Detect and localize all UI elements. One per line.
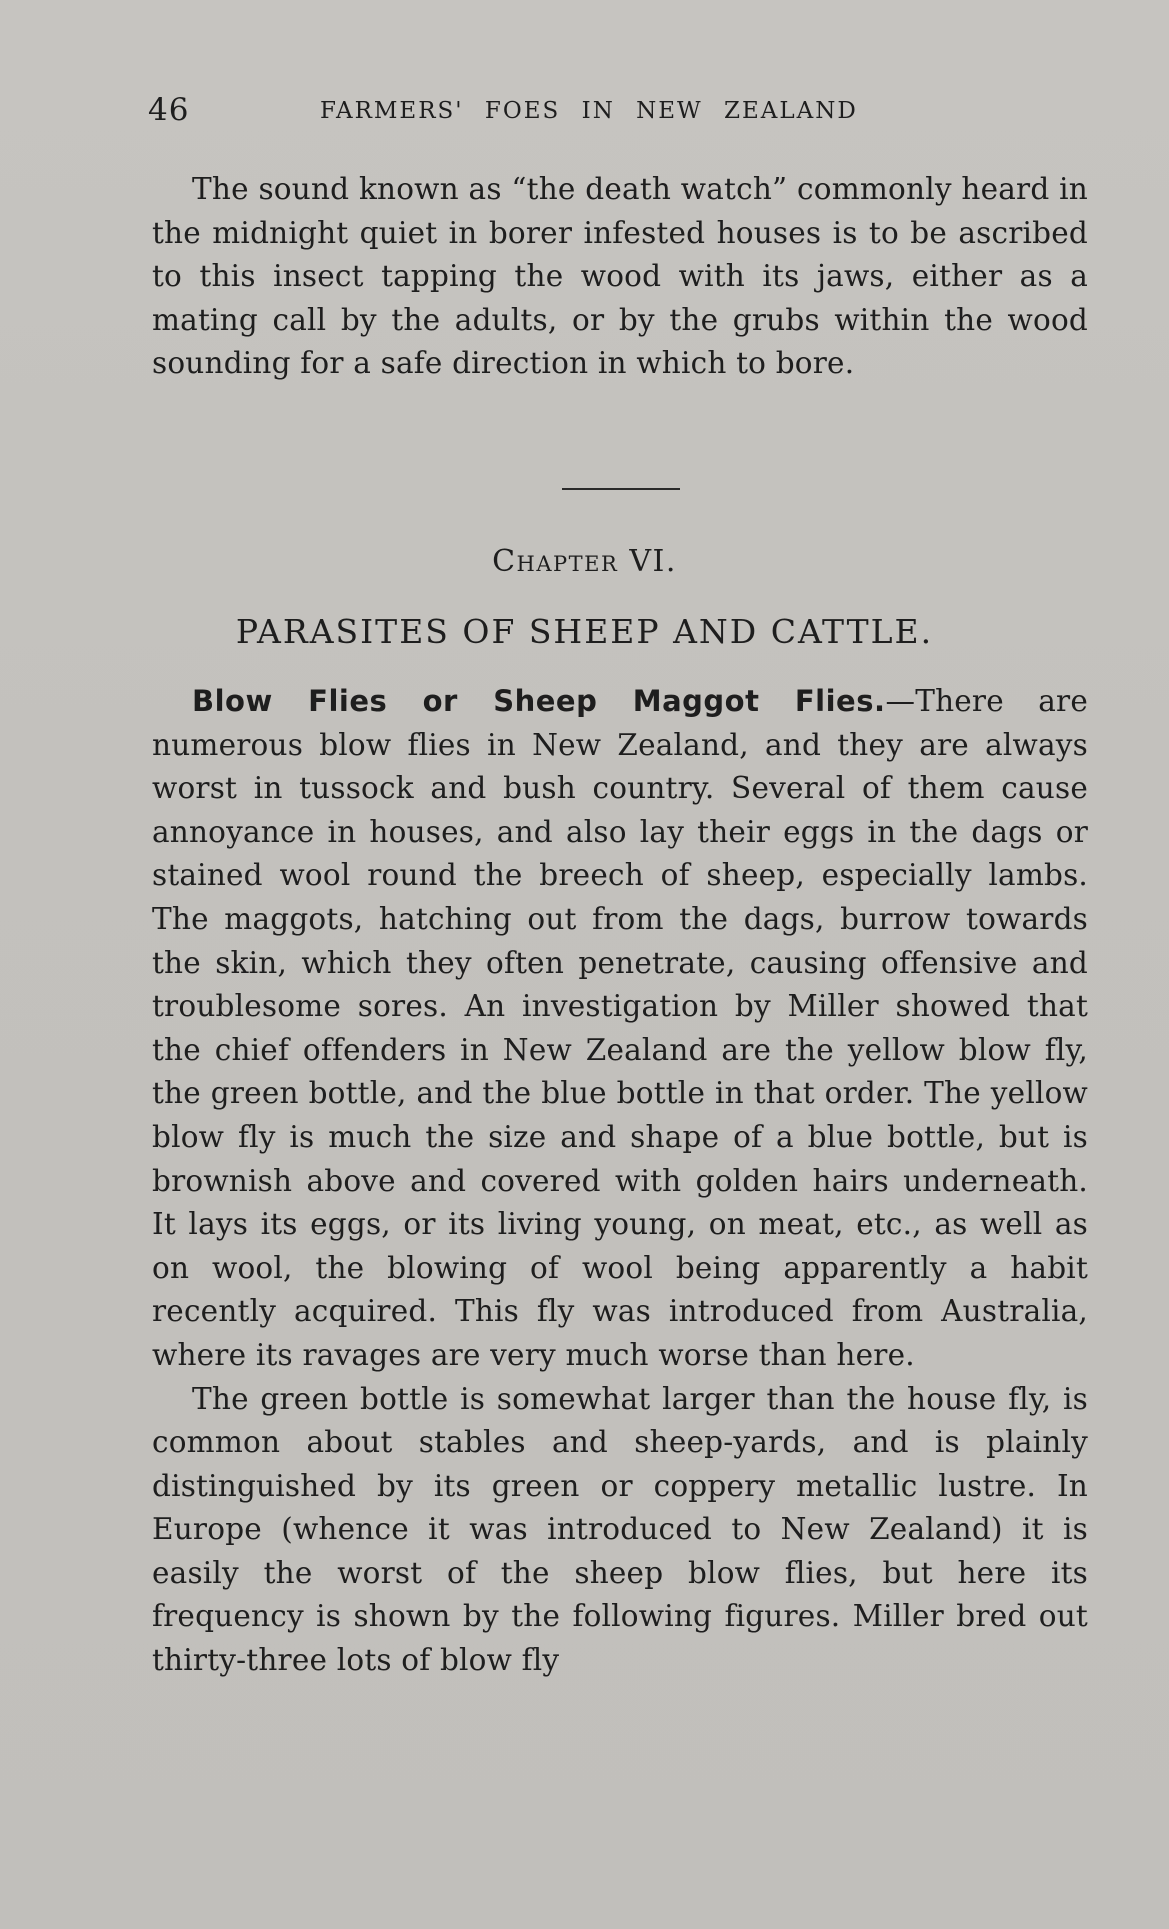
intro-text: [152, 168, 1088, 386]
chapter-title: PARASITES OF SHEEP AND CATTLE.: [235, 612, 934, 651]
chapter-heading: Chapter VI.: [492, 544, 677, 579]
first-paragraph-text: —There are numerous blow flies in New Zealand, and they are always worst in tussock and bush country. Several of them cause annoyance in houses, and also lay their eggs in the dags or stained wool round the breech of sheep, especially lambs. The maggots, hatching out from the dags, burrow towards the skin, which they often penetrate, causing offensive and troublesome sores. An investigation by Miller showed that the chief offenders in New Zealand are the yellow blow fly, the green bottle, and the blue bottle in that order. The yellow blow fly is much the size and shape of a blue bottle, but is brownish above and covered with golden hairs underneath. It lays its eggs, or its living young, on meat, etc., as well as on wool, the blowing of wool being apparently a habit recently acquired. This fly was introduced from Australia, where its ravages are very much worse than here.: [152, 684, 1088, 1372]
run-in-heading: Blow Flies or Sheep Maggot Flies.: [192, 684, 886, 718]
intro-paragraph: The sound known as “the death watch” commonly heard in the midnight quiet in borer infested houses is to be ascribed to this insect tapping the wood with its jaws, either as a mating call by the adults, or by the grubs within the wood sounding for a safe direction in which to bore.: [152, 172, 1088, 381]
running-title: FARMERS' FOES IN NEW ZEALAND: [320, 98, 858, 124]
second-paragraph: The green bottle is somewhat larger than the house fly, is common about stables and sheep-yards, and is plainly distinguished by its green or coppery metallic lustre. In Europe (whence it was introduced to New Zealand) it is easily the worst of the sheep blow flies, but here its frequency is shown by the following figures. Miller bred out thirty-three lots of blow fly: [152, 1381, 1088, 1678]
page-number: 46: [148, 92, 190, 128]
running-head: [148, 92, 1088, 132]
section-body: [152, 680, 1088, 1683]
section-divider: [562, 488, 680, 490]
first-paragraph: [152, 680, 1088, 1378]
